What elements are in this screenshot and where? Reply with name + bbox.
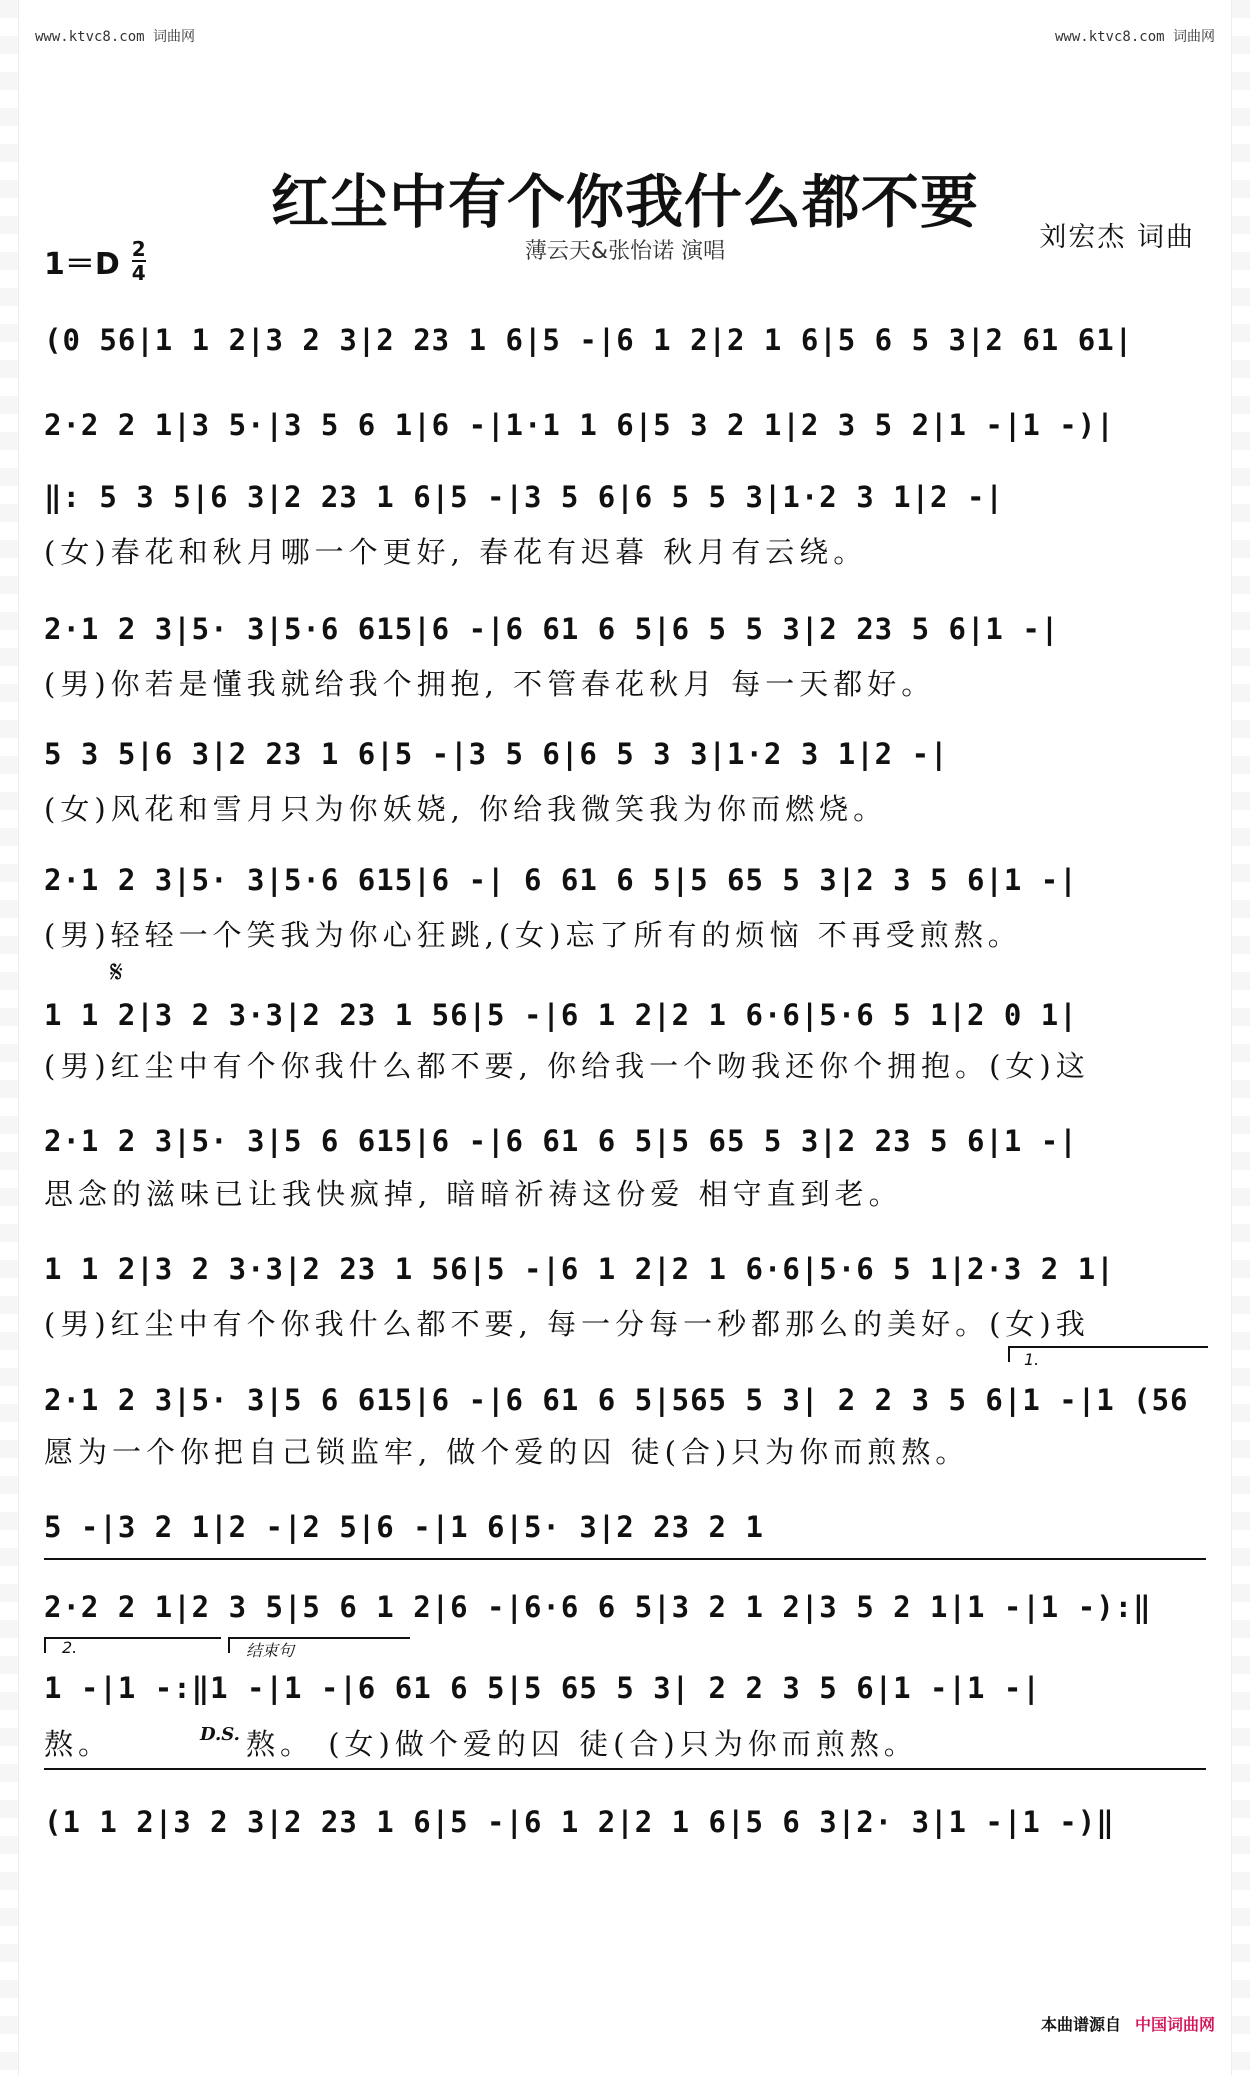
lyric-line-8: 思念的滋味已让我快疯掉, 暗暗祈祷这份爱 相守直到老。 <box>44 1177 903 1211</box>
score-line-9: 1 1 2|3 2 3·3|2 23 1 56|5 -|6 1 2|2 1 6·6|5·6 5 1|2·3 2 1| <box>44 1252 1115 1286</box>
score-line-12: 2·2 2 1|2 3 5|5 6 1 2|6 -|6·6 6 5|3 2 1 2|3 5 2 1|1 -|1 -):‖ <box>44 1590 1152 1624</box>
lyric-line-9: (男)红尘中有个你我什么都不要, 每一分每一秒都那么的美好。(女)我 <box>44 1307 1090 1341</box>
performers: 薄云天&张怡诺 演唱 <box>524 239 726 264</box>
time-bottom: 4 <box>131 261 146 285</box>
lyric-line-7: (男)红尘中有个你我什么都不要, 你给我一个吻我还你个拥抱。(女)这 <box>44 1049 1090 1083</box>
lyric-line-6: (男)轻轻一个笑我为你心狂跳,(女)忘了所有的烦恼 不再受煎熬。 <box>44 918 1022 952</box>
time-top: 2 <box>131 237 146 261</box>
left-watermark-strip <box>0 0 19 2075</box>
lyric-line-13-b: 熬。 (女)做个爱的囚 徒(合)只为你而煎熬。 <box>246 1727 918 1761</box>
time-signature <box>132 238 146 284</box>
score-line-14: (1 1 2|3 2 3|2 23 1 6|5 -|6 1 2|2 1 6|5 6 3|2· 3|1 -|1 -)‖ <box>44 1805 1115 1839</box>
score-line-3: ‖: 5 3 5|6 3|2 23 1 6|5 -|3 5 6|6 5 5 3|1·2 3 1|2 -| <box>44 480 1004 514</box>
lyric-line-4: (男)你若是懂我就给我个拥抱, 不管春花秋月 每一天都好。 <box>44 667 936 701</box>
score-line-5: 5 3 5|6 3|2 23 1 6|5 -|3 5 6|6 5 3 3|1·2 3 1|2 -| <box>44 737 949 771</box>
score-line-1: (0 56|1 1 2|3 2 3|2 23 1 6|5 -|6 1 2|2 1 6|5 6 5 3|2 61 61| <box>44 323 1134 357</box>
divider <box>44 1768 1206 1770</box>
site-url-left: www.ktvc8.com 词曲网 <box>35 29 196 45</box>
lyric-line-10: 愿为一个你把自己锁监牢, 做个爱的囚 徒(合)只为你而煎熬。 <box>44 1435 970 1469</box>
key-signature <box>44 238 146 284</box>
score-line-2: 2·2 2 1|3 5·|3 5 6 1|6 -|1·1 1 6|5 3 2 1|2 3 5 2|1 -|1 -)| <box>44 408 1115 442</box>
right-watermark-strip <box>1231 0 1250 2075</box>
site-url-right: www.ktvc8.com 词曲网 <box>1054 29 1215 45</box>
ds-mark: D.S. <box>200 1724 240 1745</box>
score-line-4: 2·1 2 3|5· 3|5·6 615|6 -|6 61 6 5|6 5 5 3|2 23 5 6|1 -| <box>44 612 1060 646</box>
segno-sign: 𝄋 <box>110 955 123 990</box>
composer-credit: 刘宏杰 词曲 <box>1039 222 1195 253</box>
footer-source <box>1041 2012 1215 2035</box>
song-title: 红尘中有个你我什么都不要 <box>270 168 979 236</box>
footer-brand-link[interactable]: 中国词曲网 <box>1134 2015 1215 2034</box>
score-line-13: 1 -|1 -:‖1 -|1 -|6 61 6 5|5 65 5 3| 2 2 3 5 6|1 -|1 -| <box>44 1671 1041 1705</box>
score-line-8: 2·1 2 3|5· 3|5 6 615|6 -|6 61 6 5|5 65 5 3|2 23 5 6|1 -| <box>44 1124 1078 1158</box>
score-line-11: 5 -|3 2 1|2 -|2 5|6 -|1 6|5· 3|2 23 2 1 <box>44 1510 764 1544</box>
ending-label: 结束句 <box>246 1641 295 1660</box>
volta-2-label: 2. <box>62 1638 78 1657</box>
volta-1-label: 1. <box>1024 1350 1040 1369</box>
score-line-6: 2·1 2 3|5· 3|5·6 615|6 -| 6 61 6 5|5 65 5 3|2 3 5 6|1 -| <box>44 863 1078 897</box>
score-line-7: 1 1 2|3 2 3·3|2 23 1 56|5 -|6 1 2|2 1 6·6|5·6 5 1|2 0 1| <box>44 998 1078 1032</box>
lyric-line-13-a: 熬。 <box>44 1727 113 1761</box>
lyric-line-3: (女)春花和秋月哪一个更好, 春花有迟暮 秋月有云绕。 <box>44 535 868 569</box>
key-label: 1＝D <box>44 247 120 282</box>
score-line-10: 2·1 2 3|5· 3|5 6 615|6 -|6 61 6 5|565 5 3| 2 2 3 5 6|1 -|1 (56 <box>44 1383 1189 1417</box>
divider <box>44 1558 1206 1560</box>
footer-source-label: 本曲谱源自 <box>1040 2015 1121 2034</box>
lyric-line-5: (女)风花和雪月只为你妖娆, 你给我微笑我为你而燃烧。 <box>44 792 888 826</box>
